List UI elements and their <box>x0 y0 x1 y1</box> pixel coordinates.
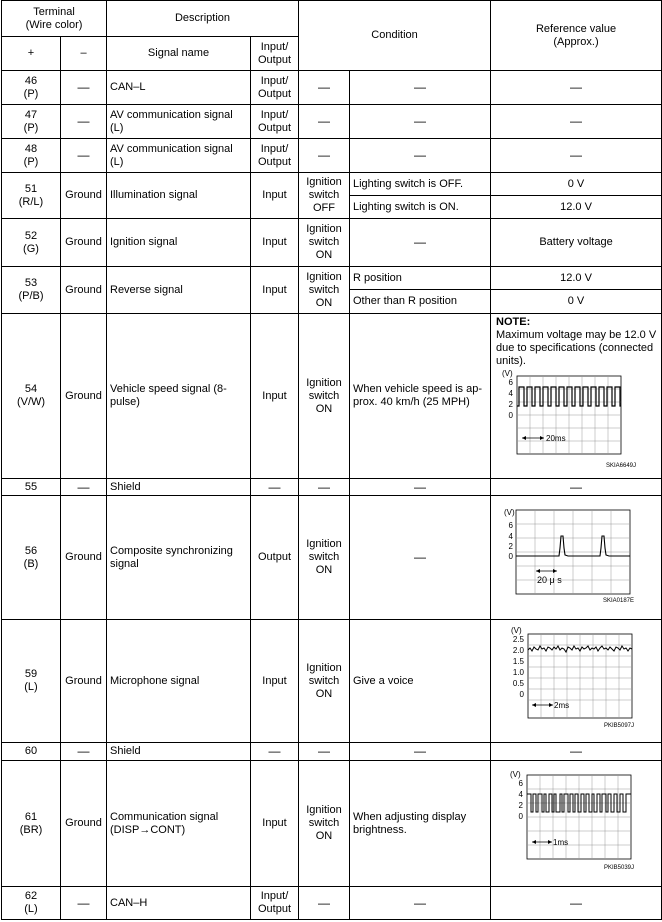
reference-cell: — <box>491 105 662 139</box>
switch-cell: Ignition switch ON <box>299 620 350 743</box>
table-row <box>2 743 662 761</box>
terminal-minus: — <box>61 887 107 920</box>
note-text: Maximum voltage may be 12.0 V due to specifications (connected units). <box>496 329 657 367</box>
terminal-plus: 51 (R/L) <box>2 173 61 219</box>
condition-cell: R position <box>350 267 491 290</box>
note-title: NOTE: <box>496 316 531 328</box>
switch-cell: — <box>299 71 350 105</box>
wave-tick: 0 <box>508 411 514 420</box>
io-cell: Output <box>251 496 299 620</box>
io-cell: Input <box>251 267 299 314</box>
reference-cell <box>491 496 662 620</box>
table-row <box>2 105 662 139</box>
table-row <box>2 761 662 887</box>
switch-cell: — <box>299 887 350 920</box>
switch-cell: — <box>299 105 350 139</box>
table-row <box>2 887 662 920</box>
condition-cell: Lighting switch is ON. <box>350 196 491 219</box>
signal-name: Reverse signal <box>107 267 251 314</box>
switch-cell: Ignition switch ON <box>299 267 350 314</box>
condition-cell: When vehicle speed is ap- prox. 40 km/h (25 MPH) <box>350 314 491 479</box>
terminal-minus: Ground <box>61 620 107 743</box>
reference-cell: — <box>491 71 662 105</box>
wave-scale <box>536 569 562 585</box>
wave-tick: 2 <box>508 400 514 409</box>
waveform-communication <box>496 767 654 877</box>
wave-tick: 1.0 <box>512 668 525 677</box>
terminal-plus: 62 (L) <box>2 887 61 920</box>
io-cell: Input/ Output <box>251 105 299 139</box>
reference-cell: — <box>491 139 662 173</box>
terminal-plus: 53 (P/B) <box>2 267 61 314</box>
wave-tick: 0 <box>518 811 524 821</box>
signal-name: Composite synchronizing signal <box>107 496 251 620</box>
wave-tick: 0 <box>508 551 514 561</box>
svg-text:20ms: 20ms <box>546 434 566 443</box>
io-cell: Input <box>251 219 299 267</box>
reference-cell: 12.0 V <box>491 267 662 290</box>
io-cell: Input/ Output <box>251 71 299 105</box>
condition-cell: Other than R position <box>350 290 491 314</box>
condition-cell: — <box>350 887 491 920</box>
wave-unit: (V) <box>510 769 521 779</box>
signal-name: AV communication signal (L) <box>107 139 251 173</box>
io-cell: Input <box>251 620 299 743</box>
terminal-minus: Ground <box>61 267 107 314</box>
wave-tick: 6 <box>518 778 524 788</box>
reference-cell: 0 V <box>491 173 662 196</box>
table-row <box>2 620 662 743</box>
terminal-minus: Ground <box>61 314 107 479</box>
condition-cell: — <box>350 139 491 173</box>
reference-cell: — <box>491 743 662 761</box>
wave-tick: 2 <box>518 800 524 810</box>
terminal-plus: 61 (BR) <box>2 761 61 887</box>
reference-cell: Battery voltage <box>491 219 662 267</box>
terminal-header: Terminal (Wire color) <box>2 1 107 37</box>
condition-cell: — <box>350 219 491 267</box>
table-row <box>2 173 662 196</box>
reference-cell <box>491 761 662 887</box>
terminal-plus: 54 (V/W) <box>2 314 61 479</box>
terminal-plus: 52 (G) <box>2 219 61 267</box>
io-cell: Input <box>251 173 299 219</box>
reference-cell <box>491 314 662 479</box>
svg-text:20 μ s: 20 μ s <box>537 574 562 585</box>
reference-cell: 0 V <box>491 290 662 314</box>
io-cell: Input <box>251 761 299 887</box>
svg-text:2ms: 2ms <box>554 701 570 710</box>
terminal-minus: — <box>61 139 107 173</box>
terminal-minus: — <box>61 105 107 139</box>
plus-header: + <box>2 37 61 71</box>
terminal-minus: Ground <box>61 496 107 620</box>
terminal-plus: 56 (B) <box>2 496 61 620</box>
wave-tick: 6 <box>508 520 514 530</box>
condition-header: Condition <box>299 1 491 71</box>
signal-name: Illumination signal <box>107 173 251 219</box>
figure-id: PKIB5097J <box>603 723 635 729</box>
terminal-plus: 59 (L) <box>2 620 61 743</box>
wave-grid <box>528 634 632 718</box>
io-cell: Input/ Output <box>251 139 299 173</box>
terminal-minus: — <box>61 71 107 105</box>
waveform-vehicle-speed <box>496 368 654 472</box>
wave-grid <box>516 510 630 594</box>
io-cell: — <box>251 479 299 496</box>
condition-cell: When adjusting display brightness. <box>350 761 491 887</box>
switch-cell: — <box>299 139 350 173</box>
wave-tick: 1.5 <box>512 657 525 666</box>
wave-scale <box>532 838 568 847</box>
wave-unit: (V) <box>502 369 513 378</box>
wave-scale <box>532 701 569 710</box>
signal-name: Shield <box>107 743 251 761</box>
signal-name: AV communication signal (L) <box>107 105 251 139</box>
condition-cell: — <box>350 71 491 105</box>
reference-header: Reference value (Approx.) <box>491 1 662 71</box>
condition-cell: Lighting switch is OFF. <box>350 173 491 196</box>
terminal-minus: Ground <box>61 761 107 887</box>
table-row <box>2 267 662 290</box>
minus-header: – <box>61 37 107 71</box>
wave-tick: 6 <box>508 378 514 387</box>
switch-cell: Ignition switch ON <box>299 314 350 479</box>
reference-cell: 12.0 V <box>491 196 662 219</box>
condition-cell: — <box>350 479 491 496</box>
reference-cell: — <box>491 479 662 496</box>
svg-text:1ms: 1ms <box>553 837 569 847</box>
signal-name: Ignition signal <box>107 219 251 267</box>
wave-tick: 4 <box>508 531 514 541</box>
wave-tick: 2.5 <box>512 635 525 644</box>
reference-cell <box>491 620 662 743</box>
wave-unit: (V) <box>504 507 515 517</box>
switch-cell: Ignition switch ON <box>299 496 350 620</box>
wave-scale <box>522 434 566 443</box>
figure-id: SKIA0187E <box>602 597 635 604</box>
wave-tick: 4 <box>508 389 514 398</box>
wave-tick: 2 <box>508 541 514 551</box>
condition-cell: Give a voice <box>350 620 491 743</box>
table-row <box>2 479 662 496</box>
io-header: Input/ Output <box>251 37 299 71</box>
terminal-minus: — <box>61 743 107 761</box>
terminal-minus: — <box>61 479 107 496</box>
terminal-plus: 55 <box>2 479 61 496</box>
wave-tick: 0 <box>519 690 525 699</box>
reference-cell: — <box>491 887 662 920</box>
switch-cell: — <box>299 743 350 761</box>
signal-name: CAN–L <box>107 71 251 105</box>
figure-id: SKIA6649J <box>605 463 637 469</box>
terminal-minus: Ground <box>61 219 107 267</box>
io-cell: Input/ Output <box>251 887 299 920</box>
terminal-plus: 46 (P) <box>2 71 61 105</box>
table-row <box>2 139 662 173</box>
terminal-plus: 47 (P) <box>2 105 61 139</box>
terminal-table <box>1 0 662 920</box>
signal-name-header: Signal name <box>107 37 251 71</box>
wave-tick: 4 <box>518 789 524 799</box>
terminal-minus: Ground <box>61 173 107 219</box>
switch-cell: Ignition switch ON <box>299 219 350 267</box>
switch-cell: Ignition switch OFF <box>299 173 350 219</box>
figure-id: PKIB5039J <box>603 864 635 871</box>
table-row <box>2 219 662 267</box>
switch-cell: — <box>299 479 350 496</box>
wave-tick: 0.5 <box>512 679 525 688</box>
wave-tick: 2.0 <box>512 646 525 655</box>
terminal-plus: 48 (P) <box>2 139 61 173</box>
signal-name: Vehicle speed signal (8- pulse) <box>107 314 251 479</box>
waveform-microphone <box>496 624 654 734</box>
signal-name: Shield <box>107 479 251 496</box>
wave-unit: (V) <box>511 626 522 635</box>
condition-cell: — <box>350 105 491 139</box>
description-header: Description <box>107 1 299 37</box>
table-row <box>2 71 662 105</box>
table-row <box>2 496 662 620</box>
condition-cell: — <box>350 743 491 761</box>
waveform-composite-sync <box>496 504 654 608</box>
io-cell: — <box>251 743 299 761</box>
table-row <box>2 314 662 479</box>
condition-cell: — <box>350 496 491 620</box>
signal-name: Communication signal (DISP→CONT) <box>107 761 251 887</box>
signal-name: Microphone signal <box>107 620 251 743</box>
switch-cell: Ignition switch ON <box>299 761 350 887</box>
terminal-plus: 60 <box>2 743 61 761</box>
io-cell: Input <box>251 314 299 479</box>
signal-name: CAN–H <box>107 887 251 920</box>
wave-grid <box>527 775 631 859</box>
